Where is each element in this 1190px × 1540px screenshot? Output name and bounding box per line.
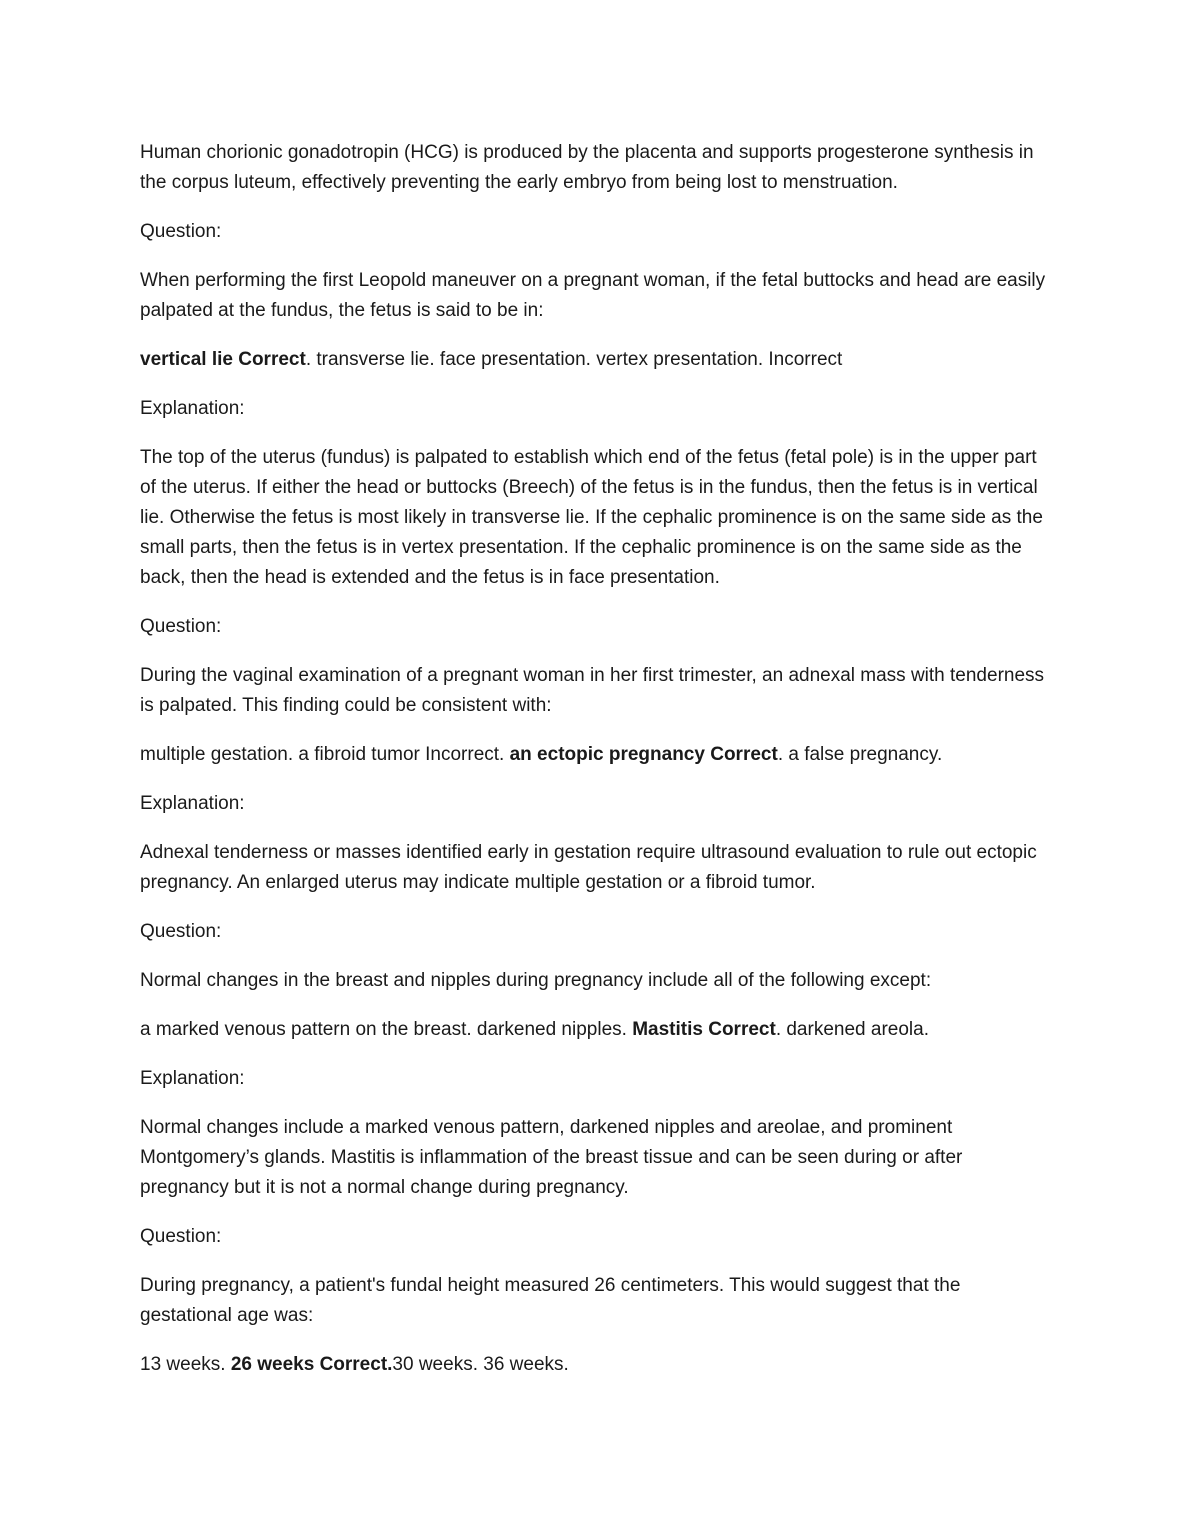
answer-line — [140, 345, 1052, 375]
explanation-label: Explanation: — [140, 1068, 245, 1089]
explanation-text: The top of the uterus (fundus) is palpated to establish which end of the fetus (fetal pole) is in the upper part of the uterus. If either the head or buttocks (Breech) of the fetus is in the fundus, then the fetus is in vertical lie. Otherwise the fetus is most likely in transverse lie. If the cephalic prominence is on the same side as the small parts, then the fetus is in vertex presentation. If the cephalic prominence is on the same side as the back, then the head is extended and the fetus is in face presentation. — [140, 447, 1043, 588]
explanation-label: Explanation: — [140, 398, 245, 419]
answer-options: a marked venous pattern on the breast. darkened nipples. — [140, 1019, 633, 1040]
document-page — [140, 138, 1052, 1399]
answer-options: . darkened areola. — [775, 1019, 929, 1040]
answer-options: . transverse lie. face presentation. vertex presentation. Incorrect — [305, 349, 843, 370]
answer-options: multiple gestation. a fibroid tumor Incorrect. — [140, 744, 510, 765]
question-label: Question: — [140, 221, 222, 242]
question-text: During pregnancy, a patient's fundal height measured 26 centimeters. This would suggest that the gestational age was: — [140, 1275, 961, 1326]
answer-options: 13 weeks. — [140, 1354, 231, 1375]
answer-options: 30 weeks. 36 weeks. — [392, 1354, 569, 1375]
question-label: Question: — [140, 616, 222, 637]
question-text: During the vaginal examination of a pregnant woman in her first trimester, an adnexal mass with tenderness is palpated. This finding could be consistent with: — [140, 665, 1045, 716]
correct-answer: an ectopic pregnancy Correct — [509, 744, 778, 765]
answer-line — [140, 1015, 1052, 1045]
explanation-text: Adnexal tenderness or masses identified early in gestation require ultrasound evaluation to rule out ectopic pregnancy. An enlarged uterus may indicate multiple gestation or a fibroid tumor. — [140, 842, 1037, 893]
explanation-text: Normal changes include a marked venous pattern, darkened nipples and areolae, and prominent Montgomery’s glands. Mastitis is inflammation of the breast tissue and can be seen during or after pregnancy but it is not a normal change during pregnancy. — [140, 1117, 963, 1198]
correct-answer: 26 weeks Correct. — [230, 1354, 393, 1375]
correct-answer: Mastitis Correct — [632, 1019, 776, 1040]
answer-line — [140, 1350, 1052, 1380]
explanation-label: Explanation: — [140, 793, 245, 814]
question-label: Question: — [140, 1226, 222, 1247]
answer-line — [140, 740, 1052, 770]
question-text: When performing the first Leopold maneuver on a pregnant woman, if the fetal buttocks and head are easily palpated at the fundus, the fetus is said to be in: — [140, 270, 1046, 321]
answer-options: . a false pregnancy. — [777, 744, 943, 765]
question-text: Normal changes in the breast and nipples during pregnancy include all of the following except: — [140, 970, 932, 991]
intro-paragraph: Human chorionic gonadotropin (HCG) is produced by the placenta and supports progesterone synthesis in the corpus luteum, effectively preventing the early embryo from being lost to menstruation. — [140, 142, 1034, 193]
correct-answer: vertical lie Correct — [140, 349, 306, 370]
question-label: Question: — [140, 921, 222, 942]
